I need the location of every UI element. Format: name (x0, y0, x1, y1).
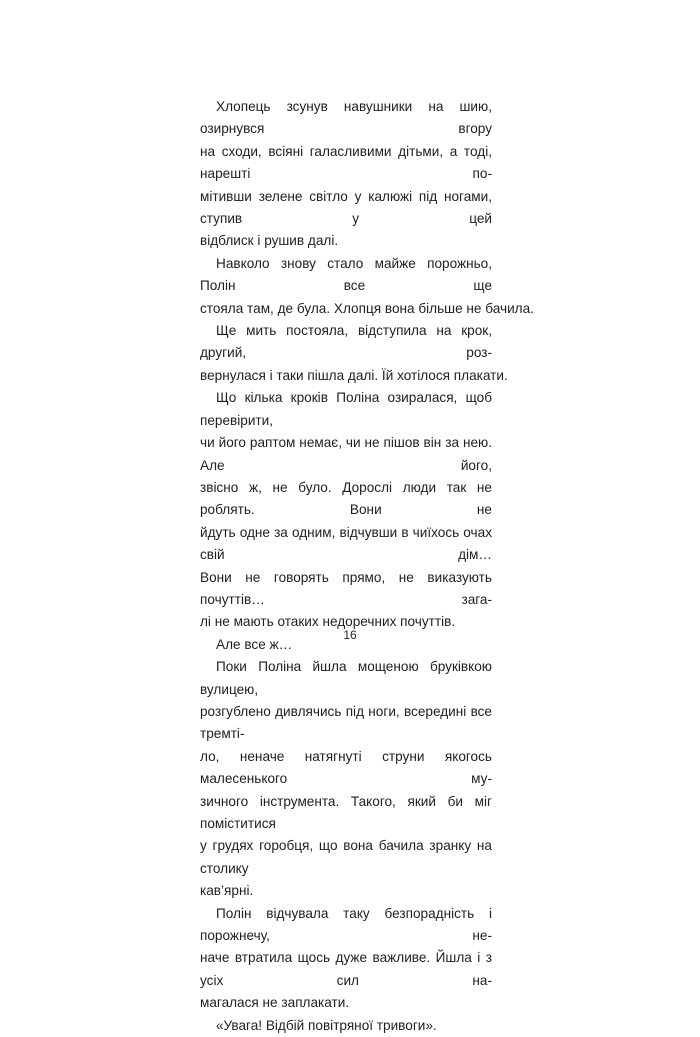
text-line: чи його раптом немає, чи не пішов він за нею. Але його, (200, 435, 492, 473)
paragraph (200, 387, 492, 633)
text-line: Хлопець зсунув навушники на шию, озирнувся вгору (200, 99, 492, 137)
text-line: ло, неначе натягнуті струни якогось малесенького му- (200, 748, 492, 787)
text-line: магалася не заплакати. (200, 995, 350, 1011)
paragraph (200, 903, 492, 1015)
text-line: Ще мить постояла, відступила на крок, другий, роз- (200, 323, 492, 361)
text-line: зичного інструмента. Такого, який би міг поміститися (200, 793, 492, 831)
text-line: йдуть одне за одним, відчувши в чиїхось очах свій дім… (200, 524, 492, 563)
text-line: мітивши зелене світло у калюжі під ногами, ступив у цей (200, 188, 492, 227)
text-line: Вони не говорять прямо, не виказують почуттів… зага- (200, 569, 492, 607)
paragraph (200, 320, 508, 387)
text-line: у грудях горобця, що вона бачила зранку на столику (200, 838, 492, 876)
text-line: наче втратила щось дуже важливе. Йшла і з усіх сил на- (200, 950, 492, 988)
body-text (200, 96, 534, 1037)
page-number: 16 (343, 628, 357, 642)
text-line: лі не мають отаких недоречних почуттів. (200, 614, 456, 630)
paragraph (200, 656, 492, 902)
text-line: вернулася і таки пішла далі. Їй хотілося плакати. (200, 367, 508, 383)
text-line: «Увага! Відбій повітряної тривоги». (216, 1017, 437, 1033)
text-line: звісно ж, не було. Дорослі люди так не роблять. Вони не (200, 479, 492, 518)
text-line: Полін відчувала таку безпорадність і порожнечу, не- (200, 905, 492, 944)
paragraph (200, 96, 492, 253)
text-line: Що кілька кроків Поліна озиралася, щоб перевірити, (200, 390, 492, 428)
text-line: стояла там, де була. Хлопця вона більше не бачила. (200, 300, 534, 316)
text-line: на сходи, всіяні галасливими дітьми, а тоді, нарешті по- (200, 143, 492, 182)
text-line: Але все ж… (216, 636, 293, 652)
text-line: розгублено дивлячись під ноги, всередині все тремті- (200, 703, 492, 742)
text-line: Навколо знову стало майже порожньо, Полін все ще (200, 255, 492, 294)
text-line: відблиск і рушив далі. (200, 233, 339, 249)
paragraph (200, 1015, 492, 1037)
text-line: Поки Поліна йшла мощеною бруківкою вулицею, (200, 659, 492, 697)
paragraph (200, 253, 534, 320)
text-line: кав’ярні. (200, 883, 254, 899)
